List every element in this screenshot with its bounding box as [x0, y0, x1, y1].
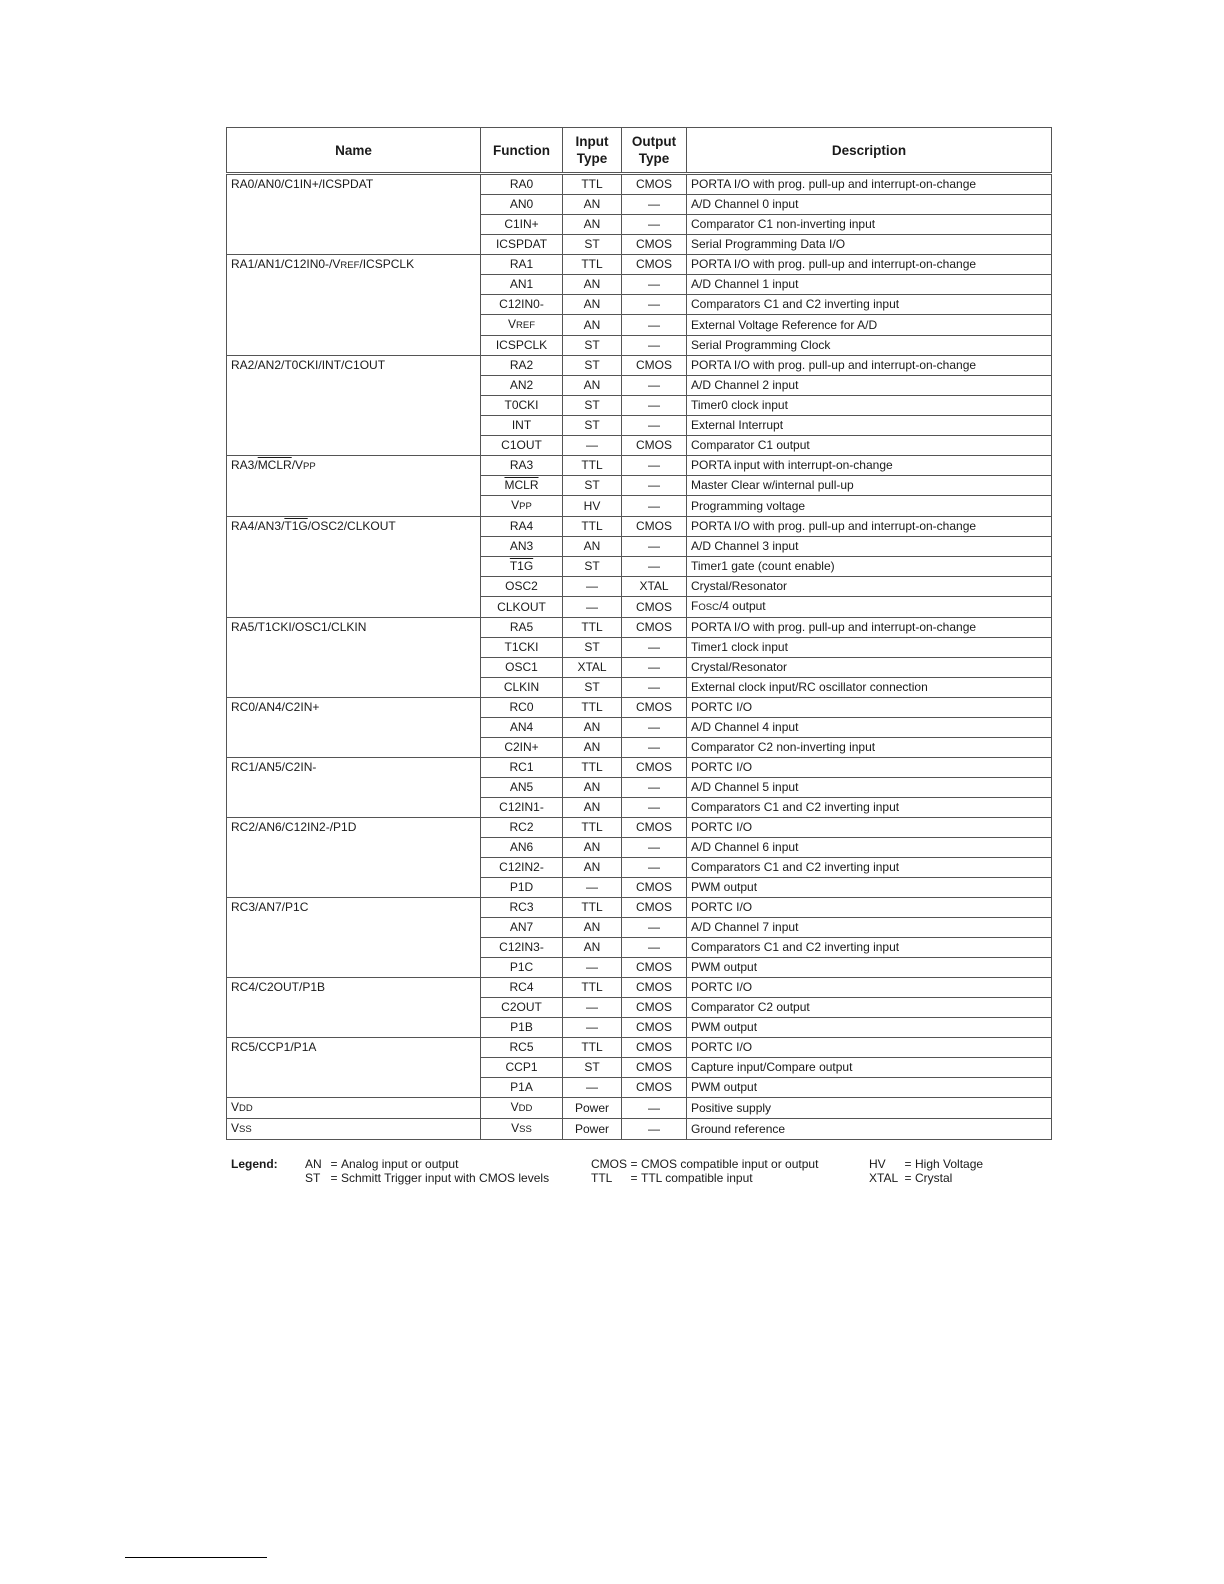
- description-cell: Serial Programming Clock: [687, 336, 1052, 356]
- pin-name-cell: VSS: [227, 1119, 481, 1140]
- input-type-cell: AN: [563, 778, 622, 798]
- pin-name-cell: RA4/AN3/T1G/OSC2/CLKOUT: [227, 517, 481, 618]
- function-cell: RA4: [481, 517, 563, 537]
- output-type-cell: CMOS: [622, 878, 687, 898]
- function-cell: RA0: [481, 174, 563, 195]
- function-cell: AN7: [481, 918, 563, 938]
- description-cell: Positive supply: [687, 1098, 1052, 1119]
- input-type-cell: AN: [563, 215, 622, 235]
- function-cell: C12IN1-: [481, 798, 563, 818]
- function-cell: RA2: [481, 356, 563, 376]
- table-row: [227, 618, 1052, 638]
- output-type-cell: —: [622, 295, 687, 315]
- description-cell: PORTC I/O: [687, 818, 1052, 838]
- input-type-cell: ST: [563, 638, 622, 658]
- input-type-cell: ST: [563, 557, 622, 577]
- input-type-cell: ST: [563, 678, 622, 698]
- function-cell: AN2: [481, 376, 563, 396]
- table-row: [227, 255, 1052, 275]
- legend-column-2: [591, 1157, 818, 1185]
- function-cell: P1A: [481, 1078, 563, 1098]
- function-cell: AN1: [481, 275, 563, 295]
- output-type-cell: CMOS: [622, 1078, 687, 1098]
- description-cell: PORTA I/O with prog. pull-up and interrupt-on-change: [687, 618, 1052, 638]
- description-cell: External Interrupt: [687, 416, 1052, 436]
- function-cell: MCLR: [481, 476, 563, 496]
- function-cell: CCP1: [481, 1058, 563, 1078]
- input-type-cell: AN: [563, 295, 622, 315]
- header-name: Name: [227, 128, 481, 174]
- table-row: [227, 1119, 1052, 1140]
- output-type-cell: CMOS: [622, 1018, 687, 1038]
- function-cell: C2IN+: [481, 738, 563, 758]
- input-type-cell: AN: [563, 798, 622, 818]
- output-type-cell: —: [622, 557, 687, 577]
- input-type-cell: XTAL: [563, 658, 622, 678]
- description-cell: PORTC I/O: [687, 698, 1052, 718]
- output-type-cell: CMOS: [622, 1038, 687, 1058]
- legend-item: XTAL = Crystal: [869, 1171, 953, 1185]
- output-type-cell: —: [622, 336, 687, 356]
- function-cell: AN5: [481, 778, 563, 798]
- description-cell: PWM output: [687, 878, 1052, 898]
- legend-item: TTL = TTL compatible input: [591, 1171, 753, 1185]
- description-cell: A/D Channel 4 input: [687, 718, 1052, 738]
- pin-name-cell: RA0/AN0/C1IN+/ICSPDAT: [227, 174, 481, 255]
- function-cell: VREF: [481, 315, 563, 336]
- output-type-cell: CMOS: [622, 958, 687, 978]
- input-type-cell: TTL: [563, 978, 622, 998]
- pin-name-cell: RC0/AN4/C2IN+: [227, 698, 481, 758]
- description-cell: Comparator C2 output: [687, 998, 1052, 1018]
- function-cell: RC5: [481, 1038, 563, 1058]
- input-type-cell: ST: [563, 476, 622, 496]
- output-type-cell: CMOS: [622, 978, 687, 998]
- pin-name-cell: RC3/AN7/P1C: [227, 898, 481, 978]
- output-type-cell: —: [622, 215, 687, 235]
- table-body: [227, 174, 1052, 1140]
- output-type-cell: CMOS: [622, 597, 687, 618]
- input-type-cell: ST: [563, 416, 622, 436]
- input-type-cell: AN: [563, 275, 622, 295]
- function-cell: C12IN2-: [481, 858, 563, 878]
- function-cell: AN4: [481, 718, 563, 738]
- input-type-cell: —: [563, 577, 622, 597]
- output-type-cell: —: [622, 195, 687, 215]
- description-cell: Crystal/Resonator: [687, 577, 1052, 597]
- output-type-cell: —: [622, 838, 687, 858]
- function-cell: T0CKI: [481, 396, 563, 416]
- description-cell: PORTC I/O: [687, 1038, 1052, 1058]
- output-type-cell: —: [622, 678, 687, 698]
- input-type-cell: ST: [563, 235, 622, 255]
- output-type-cell: —: [622, 315, 687, 336]
- description-cell: A/D Channel 1 input: [687, 275, 1052, 295]
- input-type-cell: —: [563, 998, 622, 1018]
- function-cell: RC1: [481, 758, 563, 778]
- function-cell: C1OUT: [481, 436, 563, 456]
- pin-name-cell: RC2/AN6/C12IN2-/P1D: [227, 818, 481, 898]
- description-cell: PORTA I/O with prog. pull-up and interrupt-on-change: [687, 255, 1052, 275]
- function-cell: P1C: [481, 958, 563, 978]
- description-cell: PORTC I/O: [687, 898, 1052, 918]
- output-type-cell: —: [622, 1098, 687, 1119]
- description-cell: Comparators C1 and C2 inverting input: [687, 858, 1052, 878]
- function-cell: T1G: [481, 557, 563, 577]
- output-type-cell: —: [622, 658, 687, 678]
- description-cell: External clock input/RC oscillator connection: [687, 678, 1052, 698]
- table-row: [227, 698, 1052, 718]
- output-type-cell: —: [622, 396, 687, 416]
- pin-name-cell: RA5/T1CKI/OSC1/CLKIN: [227, 618, 481, 698]
- header-input-type: Input Type: [563, 128, 622, 174]
- function-cell: RC0: [481, 698, 563, 718]
- input-type-cell: AN: [563, 195, 622, 215]
- description-cell: Comparators C1 and C2 inverting input: [687, 295, 1052, 315]
- header-description: Description: [687, 128, 1052, 174]
- output-type-cell: —: [622, 638, 687, 658]
- description-cell: PORTA I/O with prog. pull-up and interrupt-on-change: [687, 174, 1052, 195]
- description-cell: PORTA I/O with prog. pull-up and interrupt-on-change: [687, 517, 1052, 537]
- input-type-cell: TTL: [563, 698, 622, 718]
- table-row: [227, 758, 1052, 778]
- input-type-cell: ST: [563, 1058, 622, 1078]
- legend-column-3: [869, 1157, 983, 1185]
- table-row: [227, 978, 1052, 998]
- function-cell: AN0: [481, 195, 563, 215]
- description-cell: A/D Channel 7 input: [687, 918, 1052, 938]
- table-row: [227, 898, 1052, 918]
- description-cell: A/D Channel 6 input: [687, 838, 1052, 858]
- input-type-cell: —: [563, 436, 622, 456]
- description-cell: Master Clear w/internal pull-up: [687, 476, 1052, 496]
- input-type-cell: AN: [563, 838, 622, 858]
- pin-name-cell: RC4/C2OUT/P1B: [227, 978, 481, 1038]
- description-cell: PWM output: [687, 958, 1052, 978]
- output-type-cell: —: [622, 476, 687, 496]
- table-row: [227, 1098, 1052, 1119]
- input-type-cell: AN: [563, 718, 622, 738]
- function-cell: RC3: [481, 898, 563, 918]
- function-cell: C12IN0-: [481, 295, 563, 315]
- description-cell: A/D Channel 3 input: [687, 537, 1052, 557]
- pin-name-cell: VDD: [227, 1098, 481, 1119]
- output-type-cell: CMOS: [622, 255, 687, 275]
- function-cell: CLKIN: [481, 678, 563, 698]
- output-type-cell: CMOS: [622, 698, 687, 718]
- input-type-cell: TTL: [563, 1038, 622, 1058]
- description-cell: Timer1 gate (count enable): [687, 557, 1052, 577]
- output-type-cell: —: [622, 778, 687, 798]
- input-type-cell: Power: [563, 1098, 622, 1119]
- description-cell: PWM output: [687, 1078, 1052, 1098]
- output-type-cell: —: [622, 718, 687, 738]
- description-cell: Capture input/Compare output: [687, 1058, 1052, 1078]
- input-type-cell: AN: [563, 537, 622, 557]
- output-type-cell: CMOS: [622, 235, 687, 255]
- output-type-cell: CMOS: [622, 1058, 687, 1078]
- function-cell: P1B: [481, 1018, 563, 1038]
- function-cell: C2OUT: [481, 998, 563, 1018]
- output-type-cell: —: [622, 798, 687, 818]
- table-row: [227, 456, 1052, 476]
- description-cell: Timer1 clock input: [687, 638, 1052, 658]
- description-cell: Serial Programming Data I/O: [687, 235, 1052, 255]
- input-type-cell: —: [563, 1018, 622, 1038]
- input-type-cell: AN: [563, 938, 622, 958]
- input-type-cell: AN: [563, 738, 622, 758]
- header-output-type: Output Type: [622, 128, 687, 174]
- header-function: Function: [481, 128, 563, 174]
- description-cell: Comparators C1 and C2 inverting input: [687, 938, 1052, 958]
- legend-item: ST = Schmitt Trigger input with CMOS levels: [305, 1171, 550, 1185]
- input-type-cell: ST: [563, 396, 622, 416]
- description-cell: Timer0 clock input: [687, 396, 1052, 416]
- output-type-cell: —: [622, 456, 687, 476]
- function-cell: C12IN3-: [481, 938, 563, 958]
- description-cell: PORTC I/O: [687, 978, 1052, 998]
- description-cell: PWM output: [687, 1018, 1052, 1038]
- function-cell: RC4: [481, 978, 563, 998]
- pin-name-cell: RA2/AN2/T0CKI/INT/C1OUT: [227, 356, 481, 456]
- description-cell: A/D Channel 0 input: [687, 195, 1052, 215]
- function-cell: T1CKI: [481, 638, 563, 658]
- pin-name-cell: RC5/CCP1/P1A: [227, 1038, 481, 1098]
- output-type-cell: CMOS: [622, 356, 687, 376]
- input-type-cell: TTL: [563, 898, 622, 918]
- output-type-cell: —: [622, 537, 687, 557]
- input-type-cell: AN: [563, 315, 622, 336]
- function-cell: AN6: [481, 838, 563, 858]
- table-row: [227, 517, 1052, 537]
- description-cell: PORTA I/O with prog. pull-up and interrupt-on-change: [687, 356, 1052, 376]
- description-cell: Comparator C1 non-inverting input: [687, 215, 1052, 235]
- function-cell: CLKOUT: [481, 597, 563, 618]
- input-type-cell: TTL: [563, 618, 622, 638]
- function-cell: INT: [481, 416, 563, 436]
- description-cell: PORTC I/O: [687, 758, 1052, 778]
- input-type-cell: ST: [563, 356, 622, 376]
- output-type-cell: CMOS: [622, 174, 687, 195]
- function-cell: AN3: [481, 537, 563, 557]
- description-cell: Comparator C1 output: [687, 436, 1052, 456]
- output-type-cell: —: [622, 1119, 687, 1140]
- output-type-cell: CMOS: [622, 517, 687, 537]
- output-type-cell: —: [622, 416, 687, 436]
- description-cell: Programming voltage: [687, 496, 1052, 517]
- input-type-cell: TTL: [563, 818, 622, 838]
- function-cell: RC2: [481, 818, 563, 838]
- output-type-cell: —: [622, 376, 687, 396]
- legend-title: Legend:: [231, 1157, 278, 1171]
- function-cell: VDD: [481, 1098, 563, 1119]
- table-row: [227, 818, 1052, 838]
- table-header-row: [227, 128, 1052, 174]
- input-type-cell: —: [563, 958, 622, 978]
- function-cell: ICSPCLK: [481, 336, 563, 356]
- output-type-cell: CMOS: [622, 998, 687, 1018]
- function-cell: VPP: [481, 496, 563, 517]
- legend-item: CMOS = CMOS compatible input or output: [591, 1157, 819, 1171]
- output-type-cell: —: [622, 496, 687, 517]
- function-cell: OSC1: [481, 658, 563, 678]
- pinout-table: [226, 127, 1052, 1140]
- footnote-separator: [125, 1557, 267, 1558]
- description-cell: External Voltage Reference for A/D: [687, 315, 1052, 336]
- pin-name-cell: RA1/AN1/C12IN0-/VREF/ICSPCLK: [227, 255, 481, 356]
- function-cell: OSC2: [481, 577, 563, 597]
- function-cell: P1D: [481, 878, 563, 898]
- input-type-cell: AN: [563, 376, 622, 396]
- input-type-cell: —: [563, 597, 622, 618]
- input-type-cell: TTL: [563, 758, 622, 778]
- output-type-cell: CMOS: [622, 618, 687, 638]
- input-type-cell: —: [563, 878, 622, 898]
- input-type-cell: Power: [563, 1119, 622, 1140]
- input-type-cell: AN: [563, 858, 622, 878]
- description-cell: Comparators C1 and C2 inverting input: [687, 798, 1052, 818]
- function-cell: C1IN+: [481, 215, 563, 235]
- pin-name-cell: RC1/AN5/C2IN-: [227, 758, 481, 818]
- function-cell: ICSPDAT: [481, 235, 563, 255]
- description-cell: FOSC/4 output: [687, 597, 1052, 618]
- output-type-cell: XTAL: [622, 577, 687, 597]
- input-type-cell: HV: [563, 496, 622, 517]
- output-type-cell: —: [622, 938, 687, 958]
- function-cell: RA1: [481, 255, 563, 275]
- description-cell: Comparator C2 non-inverting input: [687, 738, 1052, 758]
- input-type-cell: TTL: [563, 456, 622, 476]
- description-cell: PORTA input with interrupt-on-change: [687, 456, 1052, 476]
- legend-item: HV = High Voltage: [869, 1157, 984, 1171]
- input-type-cell: TTL: [563, 255, 622, 275]
- input-type-cell: TTL: [563, 517, 622, 537]
- input-type-cell: TTL: [563, 174, 622, 195]
- function-cell: RA5: [481, 618, 563, 638]
- output-type-cell: CMOS: [622, 436, 687, 456]
- description-cell: A/D Channel 2 input: [687, 376, 1052, 396]
- description-cell: Ground reference: [687, 1119, 1052, 1140]
- legend-column-1: [305, 1157, 549, 1185]
- output-type-cell: —: [622, 918, 687, 938]
- output-type-cell: CMOS: [622, 818, 687, 838]
- pin-name-cell: RA3/MCLR/VPP: [227, 456, 481, 517]
- output-type-cell: —: [622, 275, 687, 295]
- description-cell: A/D Channel 5 input: [687, 778, 1052, 798]
- output-type-cell: —: [622, 858, 687, 878]
- table-row: [227, 356, 1052, 376]
- legend-item: AN = Analog input or output: [305, 1157, 459, 1171]
- output-type-cell: CMOS: [622, 898, 687, 918]
- output-type-cell: —: [622, 738, 687, 758]
- table-row: [227, 174, 1052, 195]
- description-cell: Crystal/Resonator: [687, 658, 1052, 678]
- input-type-cell: —: [563, 1078, 622, 1098]
- input-type-cell: ST: [563, 336, 622, 356]
- function-cell: VSS: [481, 1119, 563, 1140]
- function-cell: RA3: [481, 456, 563, 476]
- output-type-cell: CMOS: [622, 758, 687, 778]
- table-row: [227, 1038, 1052, 1058]
- input-type-cell: AN: [563, 918, 622, 938]
